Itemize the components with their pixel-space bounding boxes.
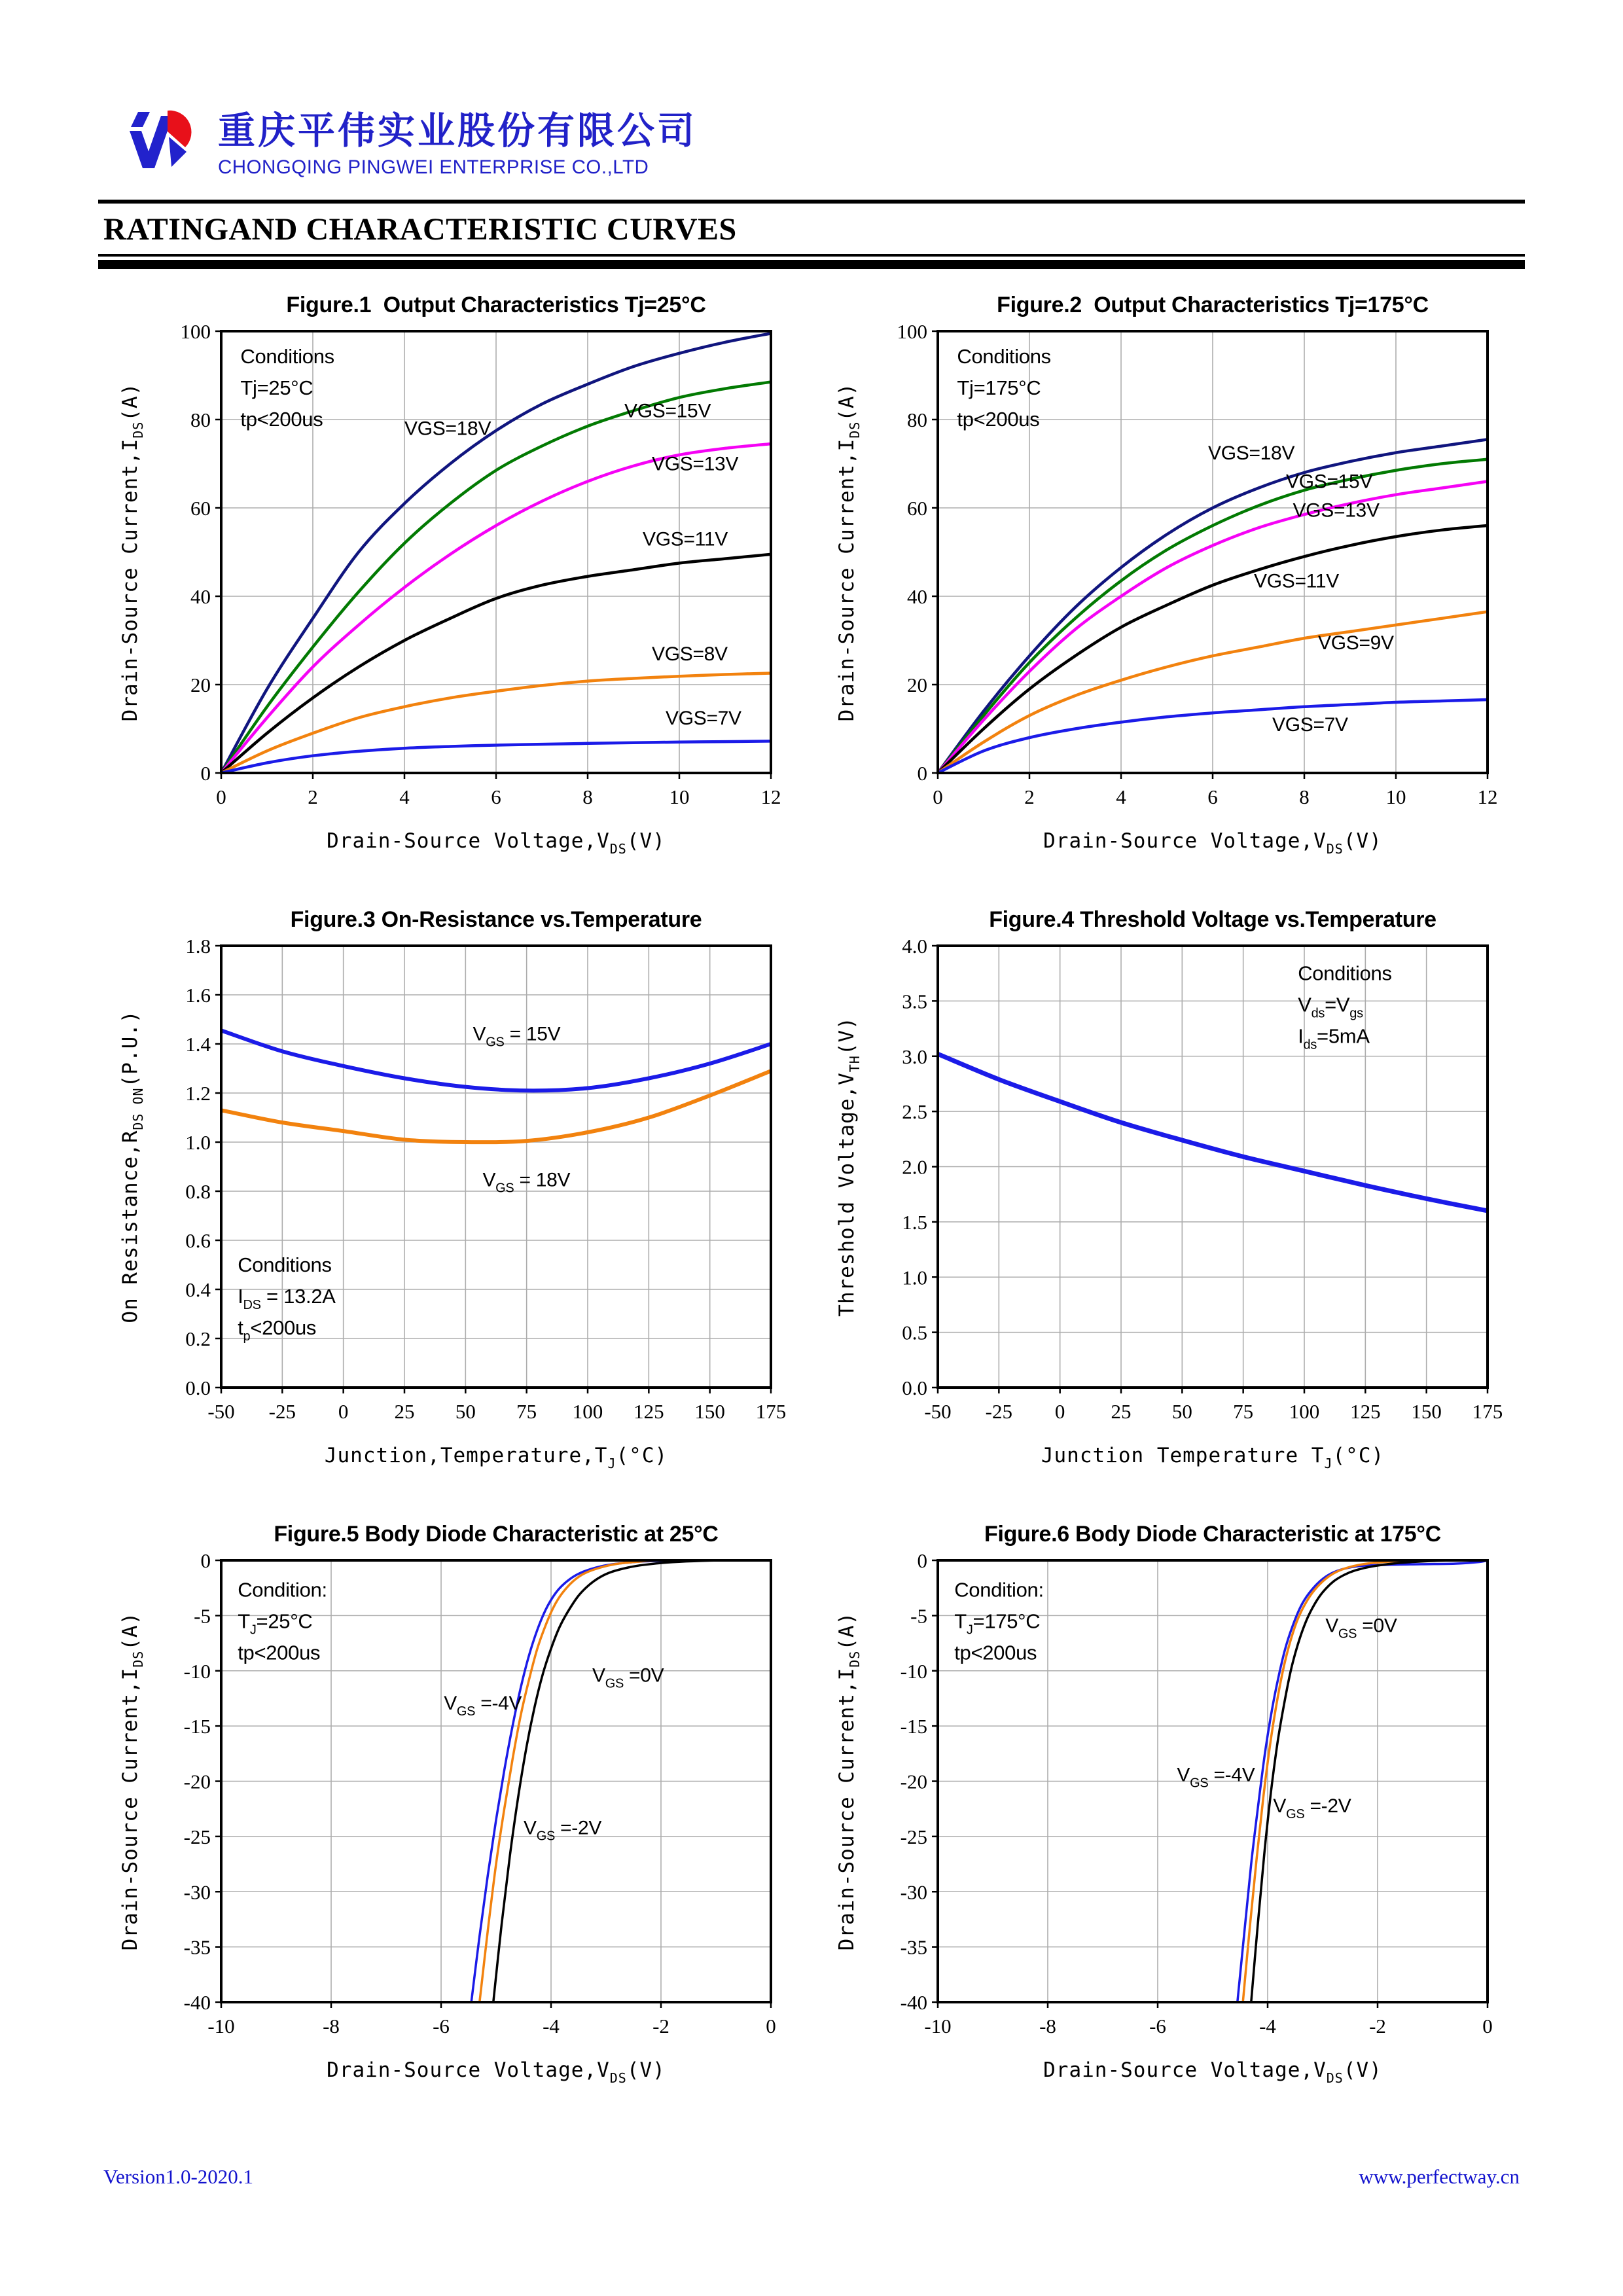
curve-label-VGS=7V: VGS=7V [1272, 713, 1348, 736]
conditions-line: Tj=25°C [240, 376, 313, 399]
curve-label-VGS=0V: $V_{GS} =0V$ [1325, 1615, 1397, 1641]
y-tick-label: 0.6 [185, 1229, 211, 1252]
curve-label-VGS=0V: $V_{GS} =0V$ [592, 1664, 664, 1691]
figure-1-output-characteristics-25c [107, 282, 800, 868]
curve-label-VGS=-2V: $V_{GS} =-2V$ [1272, 1795, 1351, 1821]
y-tick-label: -35 [900, 1935, 927, 1959]
y-axis-label: Drain-Source $Current,I_{DS}(A)$ [118, 1611, 146, 1951]
curve-label-VGS=11V: VGS=11V [1253, 570, 1339, 592]
conditions-line: $V_{ds}=V_{gs}$ [1297, 993, 1363, 1021]
x-tick-label: 0 [1054, 1399, 1065, 1423]
curve-label-VGS=13V: VGS=13V [1293, 499, 1380, 522]
y-tick-label: 0 [917, 1549, 927, 1572]
curve-label-VGS=-2V: $V_{GS} =-2V$ [523, 1817, 601, 1844]
company-name-english: CHONGQING PINGWEI ENTERPRISE CO.,LTD [218, 156, 649, 178]
y-tick-label: 1.2 [185, 1081, 211, 1105]
y-tick-label: -5 [193, 1604, 211, 1628]
y-axis-label: Drain-Source $Current,I_{DS}(A)$ [118, 382, 146, 722]
company-logo [121, 108, 200, 175]
x-tick-label: 75 [516, 1399, 537, 1423]
y-tick-label: 1.0 [901, 1266, 927, 1289]
y-tick-label: 60 [906, 496, 927, 520]
x-tick-label: 50 [1171, 1399, 1192, 1423]
figure-5-body-diode-25c [107, 1511, 800, 2097]
y-tick-label: 1.0 [185, 1130, 211, 1154]
figure-title: Figure.2 Output Characteristics Tj=175°C [996, 292, 1429, 317]
conditions-line: Condition: [237, 1578, 327, 1602]
y-tick-label: 4.0 [901, 934, 927, 958]
x-axis-label: $Junction,Temperature,T_J(^\circ C)$ [324, 1443, 668, 1471]
y-tick-label: 0 [200, 1549, 211, 1572]
x-tick-label: 0 [932, 785, 943, 808]
curve-label-VGS=9V: VGS=9V [1317, 632, 1394, 654]
y-axis-label: Threshold $Voltage,V_{TH}(V)$ [834, 1016, 863, 1317]
y-tick-label: 1.8 [185, 934, 211, 958]
figure-title: Figure.4 Threshold Voltage vs.Temperature [988, 906, 1436, 932]
x-tick-label: -2 [652, 2014, 669, 2037]
x-axis-label: Drain-Source $Voltage,V_{DS}(V)$ [326, 829, 666, 857]
x-tick-label: 6 [490, 785, 501, 808]
curve-label-VGS=18V: VGS=18V [1207, 442, 1294, 464]
x-tick-label: 0 [1482, 2014, 1493, 2037]
conditions-line: $I_{ds}=5mA$ [1297, 1024, 1370, 1052]
x-tick-label: -6 [1149, 2014, 1166, 2037]
y-tick-label: 100 [180, 319, 211, 343]
x-tick-label: 10 [669, 785, 689, 808]
x-tick-label: 150 [694, 1399, 725, 1423]
x-tick-label: 100 [572, 1399, 603, 1423]
x-tick-label: -50 [923, 1399, 952, 1423]
title-underline-thin [98, 254, 1525, 257]
x-tick-label: 8 [1298, 785, 1310, 808]
y-tick-label: -10 [183, 1659, 211, 1683]
figure-title: Figure.1 Output Characteristics Tj=25°C [285, 292, 706, 317]
y-tick-label: 80 [190, 408, 211, 431]
x-tick-label: 75 [1232, 1399, 1253, 1423]
x-tick-label: 125 [1349, 1399, 1381, 1423]
figure-1-chart [107, 282, 800, 865]
x-tick-label: 0 [338, 1399, 348, 1423]
figure-4-threshold-voltage-vs-temperature [823, 897, 1517, 1482]
curve-VTH [938, 1054, 1488, 1211]
conditions-line: Conditions [240, 344, 334, 368]
y-tick-label: 0.5 [901, 1321, 927, 1344]
y-tick-label: 2.5 [901, 1100, 927, 1123]
y-axis-label: On $Resistance,R_{DS ON}(P.U.)$ [118, 1010, 146, 1323]
y-tick-label: 40 [190, 584, 211, 608]
y-tick-label: 0.0 [185, 1376, 211, 1399]
footer-website: www.perfectway.cn [1359, 2165, 1520, 2188]
section-title: RATINGAND CHARACTERISTIC CURVES [103, 211, 737, 247]
page-footer [103, 2165, 1520, 2189]
x-tick-label: 175 [1472, 1399, 1503, 1423]
figure-title: Figure.6 Body Diode Characteristic at 175°C [984, 1521, 1441, 1547]
y-tick-label: 20 [190, 673, 211, 696]
y-tick-label: -40 [183, 1990, 211, 2014]
y-tick-label: 2.0 [901, 1155, 927, 1179]
y-axis-label: Drain-Source $Current,I_{DS}(A)$ [834, 382, 863, 722]
x-tick-label: 0 [765, 2014, 776, 2037]
x-tick-label: -8 [1039, 2014, 1056, 2037]
x-tick-label: 12 [760, 785, 781, 808]
y-tick-label: 0.2 [185, 1327, 211, 1350]
curve-label-VGS=15V: VGS=15V [1285, 471, 1372, 493]
y-tick-label: -25 [900, 1825, 927, 1848]
y-axis-label: Drain-Source $Current,I_{DS}(A)$ [834, 1611, 863, 1951]
x-tick-label: -25 [985, 1399, 1012, 1423]
curve-label-VGS=18V: $V_{GS} = 18V$ [482, 1169, 570, 1196]
conditions-line: $I_{DS} = 13.2A$ [237, 1284, 336, 1312]
conditions-line: $T_J=25^\circ C$ [237, 1609, 312, 1638]
x-tick-label: 50 [455, 1399, 476, 1423]
figure-4-series-group [938, 1054, 1488, 1211]
figure-title: Figure.3 On-Resistance vs.Temperature [290, 906, 702, 932]
curve-label-VGS=18V: VGS=18V [404, 418, 491, 440]
y-tick-label: 1.5 [901, 1210, 927, 1234]
figure-3-chart [107, 897, 800, 1479]
title-underline-thick [98, 260, 1525, 269]
y-tick-label: -15 [900, 1714, 927, 1738]
y-tick-label: 20 [906, 673, 927, 696]
x-tick-label: -8 [322, 2014, 340, 2037]
footer-version: Version1.0-2020.1 [103, 2165, 254, 2188]
page-header [121, 0, 1525, 179]
x-tick-label: 4 [1115, 785, 1126, 808]
conditions-line: Conditions [1297, 961, 1392, 985]
y-tick-label: 40 [906, 584, 927, 608]
curve-label-VGS=13V: VGS=13V [651, 453, 738, 475]
conditions-line: Tj=175°C [956, 376, 1041, 399]
x-tick-label: 8 [582, 785, 593, 808]
conditions-line: tp<200us [956, 407, 1039, 431]
x-tick-label: 2 [1024, 785, 1035, 808]
curve-label-VGS=-4V: $V_{GS} =-4V$ [443, 1692, 522, 1719]
curve-label-VGS=7V: VGS=7V [665, 707, 741, 729]
figure-6-body-diode-175c [823, 1511, 1517, 2097]
conditions-line: $T_J=175^\circ C$ [954, 1609, 1040, 1638]
x-axis-label: Drain-Source $Voltage,V_{DS}(V)$ [326, 2058, 666, 2086]
figure-5-chart [107, 1511, 800, 2094]
figure-6-chart [823, 1511, 1517, 2094]
y-tick-label: 80 [906, 408, 927, 431]
figure-3-on-resistance-vs-temperature [107, 897, 800, 1482]
y-tick-label: -5 [910, 1604, 927, 1628]
header-divider [98, 200, 1525, 204]
x-tick-label: 12 [1477, 785, 1497, 808]
x-tick-label: 0 [215, 785, 226, 808]
figure-4-chart [823, 897, 1517, 1479]
conditions-line: tp<200us [240, 407, 323, 431]
y-tick-label: -35 [183, 1935, 211, 1959]
x-tick-label: 25 [394, 1399, 414, 1423]
curve-label-VGS=15V: $V_{GS} = 15V$ [473, 1023, 560, 1050]
curve-label-VGS=15V: VGS=15V [624, 400, 711, 422]
x-axis-label: Junction Temperature $T_J(^\circ C)$ [1041, 1443, 1384, 1471]
y-tick-label: 0.0 [901, 1376, 927, 1399]
figure-2-chart [823, 282, 1517, 865]
curve-label-VGS=11V: VGS=11V [642, 528, 728, 550]
y-tick-label: 0.8 [185, 1179, 211, 1203]
x-tick-label: 6 [1207, 785, 1218, 808]
x-axis-label: Drain-Source $Voltage,V_{DS}(V)$ [1043, 829, 1382, 857]
conditions-line: $t_p<200us$ [237, 1316, 316, 1344]
x-tick-label: -4 [1258, 2014, 1276, 2037]
figure-title: Figure.5 Body Diode Characteristic at 25°C [273, 1521, 719, 1547]
y-tick-label: -20 [900, 1770, 927, 1793]
x-tick-label: -10 [923, 2014, 952, 2037]
curve-label-VGS=-4V: $V_{GS} =-4V$ [1176, 1764, 1255, 1791]
x-tick-label: 125 [633, 1399, 664, 1423]
y-tick-label: 1.6 [185, 983, 211, 1007]
curve-VGS=18V [221, 1071, 771, 1142]
x-tick-label: -50 [207, 1399, 235, 1423]
x-tick-label: -10 [207, 2014, 235, 2037]
y-tick-label: -15 [183, 1714, 211, 1738]
x-tick-label: -2 [1368, 2014, 1386, 2037]
x-tick-label: 4 [399, 785, 410, 808]
figure-2-output-characteristics-175c [823, 282, 1517, 868]
conditions-line: tp<200us [954, 1641, 1037, 1664]
x-tick-label: -6 [432, 2014, 450, 2037]
y-tick-label: 0 [200, 761, 211, 785]
y-tick-label: -30 [900, 1880, 927, 1904]
pingwei-w-logo-icon [121, 108, 200, 175]
x-tick-label: -25 [268, 1399, 296, 1423]
x-tick-label: 10 [1385, 785, 1406, 808]
conditions-line: tp<200us [237, 1641, 320, 1664]
x-tick-label: -4 [542, 2014, 560, 2037]
curve-label-VGS=8V: VGS=8V [651, 643, 728, 665]
conditions-line: Conditions [237, 1253, 332, 1276]
y-tick-label: 1.4 [185, 1032, 211, 1056]
y-tick-label: -30 [183, 1880, 211, 1904]
x-tick-label: 2 [307, 785, 318, 808]
x-tick-label: 25 [1111, 1399, 1131, 1423]
y-tick-label: 0 [917, 761, 927, 785]
conditions-line: Conditions [956, 344, 1051, 368]
x-tick-label: 150 [1410, 1399, 1442, 1423]
x-axis-label: Drain-Source $Voltage,V_{DS}(V)$ [1043, 2058, 1382, 2086]
x-tick-label: 175 [755, 1399, 786, 1423]
y-tick-label: 100 [897, 319, 927, 343]
y-tick-label: -40 [900, 1990, 927, 2014]
y-tick-label: -10 [900, 1659, 927, 1683]
charts-grid [98, 282, 1525, 2097]
y-tick-label: 60 [190, 496, 211, 520]
conditions-line: Condition: [954, 1578, 1044, 1602]
y-tick-label: -25 [183, 1825, 211, 1848]
y-tick-label: -20 [183, 1770, 211, 1793]
x-tick-label: 100 [1289, 1399, 1319, 1423]
y-tick-label: 0.4 [185, 1278, 211, 1301]
y-tick-label: 3.5 [901, 990, 927, 1013]
y-tick-label: 3.0 [901, 1045, 927, 1068]
company-name-chinese: 重庆平伟实业股份有限公司 [218, 110, 697, 152]
